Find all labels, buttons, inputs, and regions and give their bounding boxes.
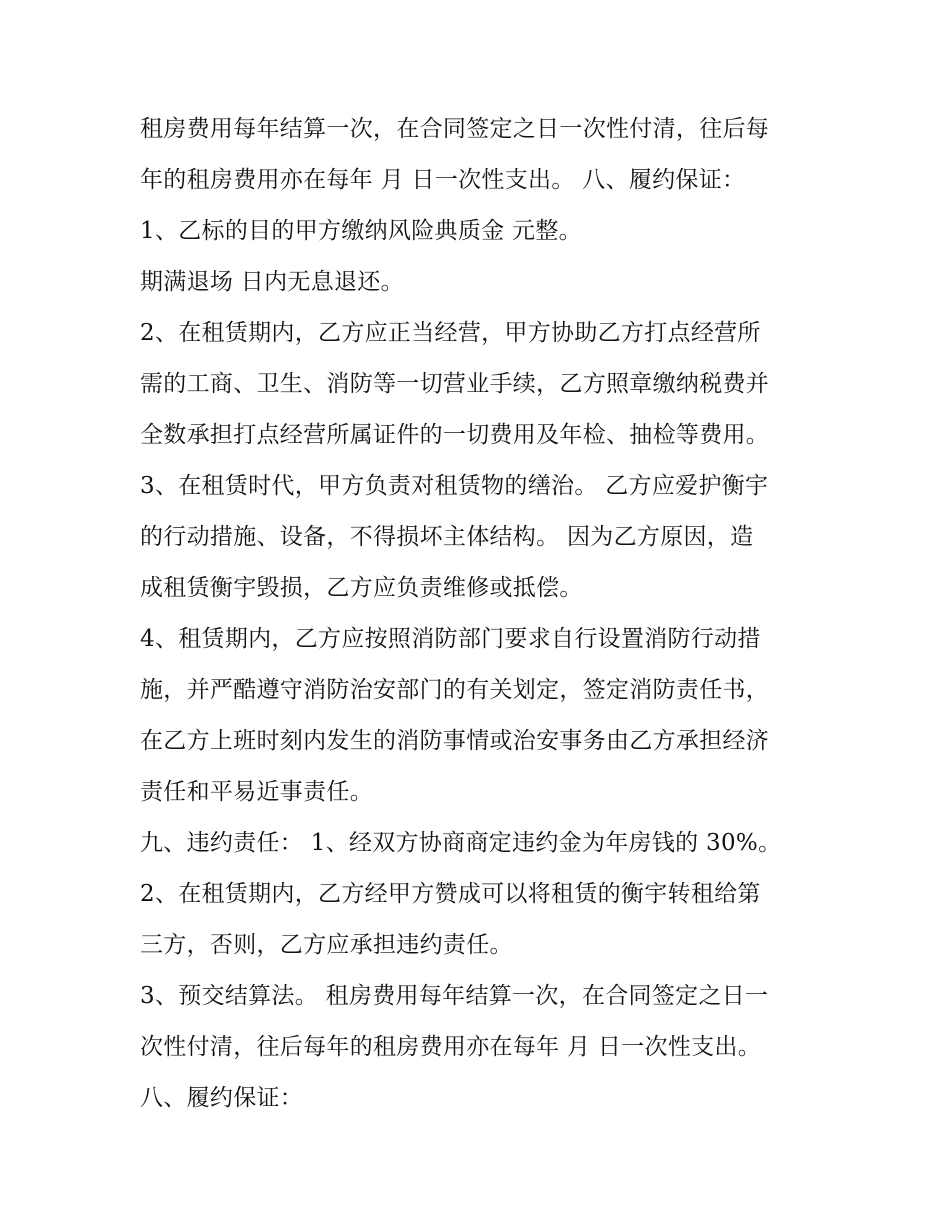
text-line-12: 施，并严酷遵守消防治安部门的有关划定，签定消防责任书， xyxy=(140,677,770,703)
text-line-3: 1、乙标的目的甲方缴纳风险典质金 元整。 xyxy=(140,218,582,244)
text-line-11: 4、租赁期内，乙方应按照消防部门要求自行设置消防行动措 xyxy=(140,626,761,652)
text-line-9: 的行动措施、设备，不得损坏主体结构。 因为乙方原因，造 xyxy=(140,524,754,550)
text-line-4: 期满退场 日内无息退还。 xyxy=(140,269,404,295)
document-body xyxy=(140,104,820,1124)
text-line-15: 九、违约责任： 1、经双方协商商定违约金为年房钱的 30%。 xyxy=(140,830,782,856)
text-line-5: 2、在租赁期内，乙方应正当经营，甲方协助乙方打点经营所 xyxy=(140,320,761,346)
text-line-10: 成租赁衡宇毁损，乙方应负责维修或抵偿。 xyxy=(140,575,583,601)
text-line-19: 次性付清，往后每年的租房费用亦在每年 月 日一次性支出。 xyxy=(140,1034,762,1060)
text-line-13: 在乙方上班时刻内发生的消防事情或治安事务由乙方承担经济 xyxy=(140,728,770,754)
text-line-14: 责任和平易近事责任。 xyxy=(140,779,373,805)
text-line-16: 2、在租赁期内，乙方经甲方赞成可以将租赁的衡宇转租给第 xyxy=(140,881,761,907)
text-line-17: 三方，否则，乙方应承担违约责任。 xyxy=(140,932,513,958)
text-line-18: 3、预交结算法。 租房费用每年结算一次，在合同签定之日一 xyxy=(140,983,769,1009)
text-line-20: 八、履约保证： xyxy=(140,1085,304,1111)
text-line-7: 全数承担打点经营所属证件的一切费用及年检、抽检等费用。 xyxy=(140,422,770,448)
text-line-8: 3、在租赁时代，甲方负责对租赁物的缮治。 乙方应爱护衡宇 xyxy=(140,473,769,499)
text-line-6: 需的工商、卫生、消防等一切营业手续，乙方照章缴纳税费并 xyxy=(140,371,770,397)
text-line-2: 年的租房费用亦在每年 月 日一次性支出。 八、履约保证： xyxy=(140,167,746,193)
text-line-1: 租房费用每年结算一次，在合同签定之日一次性付清，往后每 xyxy=(140,116,770,142)
